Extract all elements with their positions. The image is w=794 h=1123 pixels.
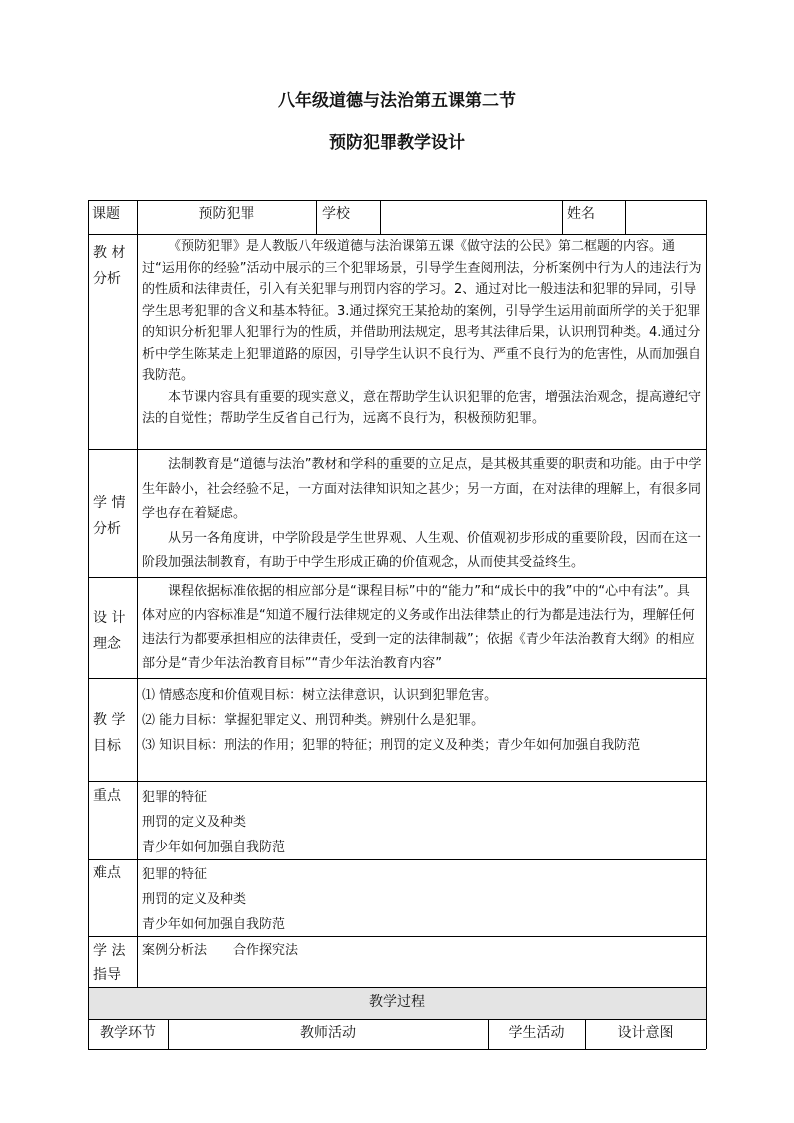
teaching-goals-label xyxy=(93,707,135,759)
column-header-stage: 教学环节 xyxy=(100,1025,156,1041)
table-border-bottom xyxy=(88,1049,706,1050)
label-line: 学 情 xyxy=(93,495,126,511)
document-title: 八年级道德与法治第五课第二节 xyxy=(278,91,516,111)
row-divider xyxy=(88,234,706,235)
difficulties-label: 难点 xyxy=(93,865,121,881)
name-label: 姓名 xyxy=(567,206,595,222)
label-line: 学 法 xyxy=(93,943,126,959)
list-item: 刑罚的定义及种类 xyxy=(142,892,247,907)
column-divider xyxy=(562,200,563,234)
topic-value: 预防犯罪 xyxy=(198,206,255,222)
label-line: 分析 xyxy=(93,271,121,287)
goal-item: ⑵ 能力目标：掌握犯罪定义、刑罚种类。辨别什么是犯罪。 xyxy=(142,713,485,728)
list-item: 青少年如何加强自我防范 xyxy=(142,840,286,855)
goal-item: ⑴ 情感态度和价值观目标：树立法律意识，认识到犯罪危害。 xyxy=(142,688,498,703)
table-border-right xyxy=(706,200,707,1049)
row-divider xyxy=(88,449,706,450)
label-line: 分析 xyxy=(93,521,121,537)
student-analysis-content xyxy=(142,453,702,576)
list-item: 刑罚的定义及种类 xyxy=(142,815,247,830)
row-divider xyxy=(88,781,706,782)
student-analysis-label xyxy=(93,490,135,542)
column-header-student: 学生活动 xyxy=(508,1025,565,1041)
paragraph: 法制教育是“道德与法治”教材和学科的重要的立足点，是其极其重要的职责和功能。由于中学生年龄小，社会经验不足，一方面对法律知识知之甚少；另一方面，在对法律的理解上，有很多同学也存在着疑虑。 xyxy=(142,457,702,521)
design-concept-label xyxy=(93,605,135,657)
goal-item: ⑶ 知识目标：刑法的作用；犯罪的特征；刑罚的定义及种类；青少年如何加强自我防范 xyxy=(142,738,641,753)
label-line: 教 材 xyxy=(93,245,126,261)
list-item: 犯罪的特征 xyxy=(142,790,208,805)
label-line: 目标 xyxy=(93,738,121,754)
key-points-label: 重点 xyxy=(93,788,121,804)
difficulties-content xyxy=(142,862,702,937)
label-line: 设 计 xyxy=(93,610,126,626)
paragraph: 课程依据标准依据的相应部分是“课程目标”中的“能力”和“成长中的我”中的“心中有法”。具体对应的内容标准是“知道不履行法律规定的义务或作出法律禁止的行为都是违法行为，理解任何违法行为都要承担相应的法律责任，受到一定的法律制裁”；依据《青少年法治教育大纲》的相应部分是“青少年法治教育目标”“青少年法治教育内容” xyxy=(142,584,695,671)
key-points-content xyxy=(142,785,702,860)
teaching-goals-content xyxy=(142,683,702,758)
paragraph: 从另一各角度讲，中学阶段是学生世界观、人生观、价值观初步形成的重要阶段，因而在这一阶段加强法制教育，有助于中学生形成正确的价值观念，从而使其受益终生。 xyxy=(142,530,702,570)
label-line: 指导 xyxy=(93,967,121,983)
material-analysis-content xyxy=(142,236,702,430)
column-divider xyxy=(316,200,317,234)
column-divider xyxy=(380,200,381,234)
list-item: 青少年如何加强自我防范 xyxy=(142,917,286,932)
column-divider xyxy=(137,200,138,987)
table-border-top xyxy=(88,200,706,201)
paragraph: 《预防犯罪》是人教版八年级道德与法治课第五课《做守法的公民》第二框题的内容。通过“运用你的经验”活动中展示的三个犯罪场景，引导学生查阅刑法，分析案例中行为人的违法行为的性质和法律责任，引入有关犯罪与刑罚内容的学习。2、通过对比一般违法和犯罪的异同，引导学生思考犯罪的含义和基本特征。3.通过探究王某抢劫的案例，引导学生运用前面所学的关于犯罪的知识分析犯罪人犯罪行为的性质，并借助刑法规定，思考其法律后果，认识刑罚种类。4.通过分析中学生陈某走上犯罪道路的原因，引导学生认识不良行为、严重不良行为的危害性，从而加强自我防范。 xyxy=(142,239,702,383)
document-subtitle: 预防犯罪教学设计 xyxy=(329,133,465,153)
row-divider xyxy=(88,577,706,578)
list-item: 犯罪的特征 xyxy=(142,867,208,882)
label-line: 教 学 xyxy=(93,712,126,728)
learning-methods-content: 案例分析法 合作探究法 xyxy=(142,943,299,958)
topic-label: 课题 xyxy=(92,206,120,222)
column-header-teacher: 教师活动 xyxy=(300,1025,356,1041)
material-analysis-label xyxy=(93,240,135,292)
table-border-left xyxy=(88,200,89,1049)
label-line: 理念 xyxy=(93,636,121,652)
column-divider xyxy=(625,200,626,234)
row-divider xyxy=(88,678,706,679)
process-heading: 教学过程 xyxy=(369,994,425,1010)
school-label: 学校 xyxy=(322,206,350,222)
column-header-intent: 设计意图 xyxy=(617,1025,674,1041)
row-divider xyxy=(88,987,706,988)
design-concept-content xyxy=(142,580,702,676)
learning-methods-label xyxy=(93,939,135,987)
row-divider xyxy=(88,1019,706,1020)
paragraph: 本节课内容具有重要的现实意义，意在帮助学生认识犯罪的危害，增强法治观念，提高遵纪守法的自觉性；帮助学生反省自己行为，远离不良行为，积极预防犯罪。 xyxy=(142,389,702,426)
